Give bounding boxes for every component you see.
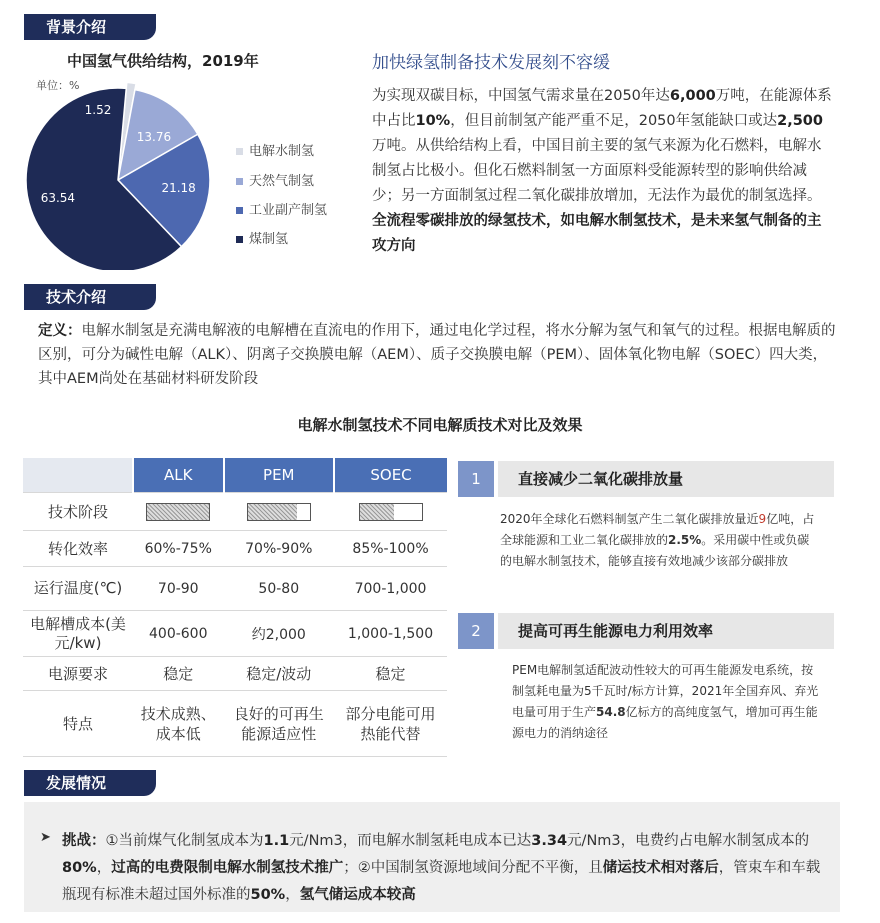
table-header-pem: PEM bbox=[224, 458, 335, 493]
table-cell: 良好的可再生能源适应性 bbox=[224, 691, 335, 757]
intro-paragraph: 为实现双碳目标，中国氢气需求量在2050年达6,000万吨，在能源体系中占比10%，但目前制氢产能严重不足，2050年氢能缺口或达2,500万吨。从供给结构上看，中国目前主要的氢气来源为化石燃料，电解水制氢占比极小。但化石燃料制氢一方面原料受能源转型的影响供给减少；另一方面制氢过程二氧化碳排放增加，无法作为最优的制氢选择。全流程零碳排放的绿氢技术，如电解水制氢技术，是未来氢气制备的主攻方向 bbox=[372, 88, 832, 254]
row-label: 技术阶段 bbox=[23, 493, 133, 531]
legend-item-natural-gas: 天然气制氢 bbox=[236, 170, 314, 189]
definition-paragraph: 定义：电解水制氢是充满电解液的电解槽在直流电的作用下，通过电化学过程，将水分解为氢气和氧气的过程。根据电解质的区别，可分为碱性电解（ALK）、阴离子交换膜电解（AEM）、质子交换膜电解（PEM）、固体氧化物电解（SOEC）四大类，其中AEM尚处在基础材料研发阶段 bbox=[38, 323, 836, 387]
legend-item-electrolysis: 电解水制氢 bbox=[236, 140, 314, 159]
effect-number-2: 2 bbox=[458, 613, 494, 649]
pie-data-label: 21.18 bbox=[161, 180, 196, 195]
row-label: 电解槽成本(美元/kw) bbox=[23, 611, 133, 657]
table-cell: 85%-100% bbox=[334, 531, 447, 567]
table-row bbox=[23, 531, 447, 567]
table-cell: 70%-90% bbox=[224, 531, 335, 567]
legend-swatch bbox=[236, 148, 243, 155]
stage-cell-pem bbox=[224, 493, 335, 531]
table-header-row bbox=[23, 458, 447, 493]
table-cell: 技术成熟、成本低 bbox=[133, 691, 224, 757]
pie-data-label: 1.52 bbox=[84, 103, 112, 117]
arrow-bullet-icon: ➤ bbox=[40, 830, 51, 845]
comparison-table bbox=[23, 458, 447, 757]
table-cell: 稳定 bbox=[334, 657, 447, 691]
legend-item-coal: 煤制氢 bbox=[236, 228, 288, 247]
row-label: 运行温度(℃) bbox=[23, 567, 133, 611]
chart-title: 中国氢气供给结构，2019年 bbox=[67, 52, 259, 70]
table-cell: 约2,000 bbox=[224, 611, 335, 657]
challenge-paragraph: 挑战：①当前煤气化制氢成本为1.1元/Nm3，而电解水制氢耗电成本已达3.34元/Nm3，电费约占电解水制氢成本的80%，过高的电费限制电解水制氢技术推广；②中国制氢资源地域间分配不平衡，且储运技术相对落后，管束车和车载瓶现有标准未超过国外标准的50%，氢气储运成本较高 bbox=[62, 833, 821, 903]
stage-fill bbox=[248, 504, 298, 520]
table-cell: 部分电能可用热能代替 bbox=[334, 691, 447, 757]
effect-text-1: 2020年全球化石燃料制氢产生二氧化碳排放量近9亿吨，占全球能源和工业二氧化碳排放的2.5%。采用碳中性或负碳的电解水制氢技术，能够直接有效地减少该部分碳排放 bbox=[500, 512, 815, 568]
section-tag-tech: 技术介绍 bbox=[24, 284, 156, 310]
intro-title: 加快绿氢制备技术发展刻不容缓 bbox=[372, 53, 610, 73]
table-cell: 稳定 bbox=[133, 657, 224, 691]
stage-fill bbox=[147, 504, 209, 520]
effect-text-2: PEM电解制氢适配波动性较大的可再生能源发电系统，按制氢耗电量为5千瓦时/标方计算，2021年全国弃风、弃光电量可用于生产54.8亿标方的高纯度氢气，增加可再生能源电力的消纳途径 bbox=[512, 663, 819, 740]
row-label: 转化效率 bbox=[23, 531, 133, 567]
table-row bbox=[23, 493, 447, 531]
section-tag-development: 发展情况 bbox=[24, 770, 156, 796]
table-header-alk: ALK bbox=[133, 458, 224, 493]
table-header-soec: SOEC bbox=[334, 458, 447, 493]
table-cell: 700-1,000 bbox=[334, 567, 447, 611]
table-cell: 1,000-1,500 bbox=[334, 611, 447, 657]
table-cell: 400-600 bbox=[133, 611, 224, 657]
table-row bbox=[23, 567, 447, 611]
table-header-blank bbox=[23, 458, 133, 493]
table-cell: 70-90 bbox=[133, 567, 224, 611]
legend-swatch bbox=[236, 207, 243, 214]
legend-swatch bbox=[236, 178, 243, 185]
stage-bar bbox=[359, 503, 423, 521]
stage-bar bbox=[247, 503, 311, 521]
table-title: 电解水制氢技术不同电解质技术对比及效果 bbox=[297, 416, 583, 434]
legend-item-industrial: 工业副产制氢 bbox=[236, 199, 327, 218]
effect-title-2: 提高可再生能源电力利用效率 bbox=[498, 613, 834, 649]
table-cell: 60%-75% bbox=[133, 531, 224, 567]
row-label: 电源要求 bbox=[23, 657, 133, 691]
section-tag-background: 背景介绍 bbox=[24, 14, 156, 40]
table-row bbox=[23, 611, 447, 657]
stage-fill bbox=[360, 504, 394, 520]
effect-title-1: 直接减少二氧化碳排放量 bbox=[498, 461, 834, 497]
pie-chart bbox=[22, 80, 232, 270]
chart-unit-label: 单位：% bbox=[36, 79, 80, 92]
table-row bbox=[23, 657, 447, 691]
legend-swatch bbox=[236, 236, 243, 243]
pie-data-label: 63.54 bbox=[40, 191, 76, 206]
stage-bar bbox=[146, 503, 210, 521]
row-label: 特点 bbox=[23, 691, 133, 757]
table-row bbox=[23, 691, 447, 757]
stage-cell-soec bbox=[334, 493, 447, 531]
effect-number-1: 1 bbox=[458, 461, 494, 497]
table-cell: 50-80 bbox=[224, 567, 335, 611]
table-cell: 稳定/波动 bbox=[224, 657, 335, 691]
pie-data-label: 13.76 bbox=[136, 130, 172, 145]
stage-cell-alk bbox=[133, 493, 224, 531]
